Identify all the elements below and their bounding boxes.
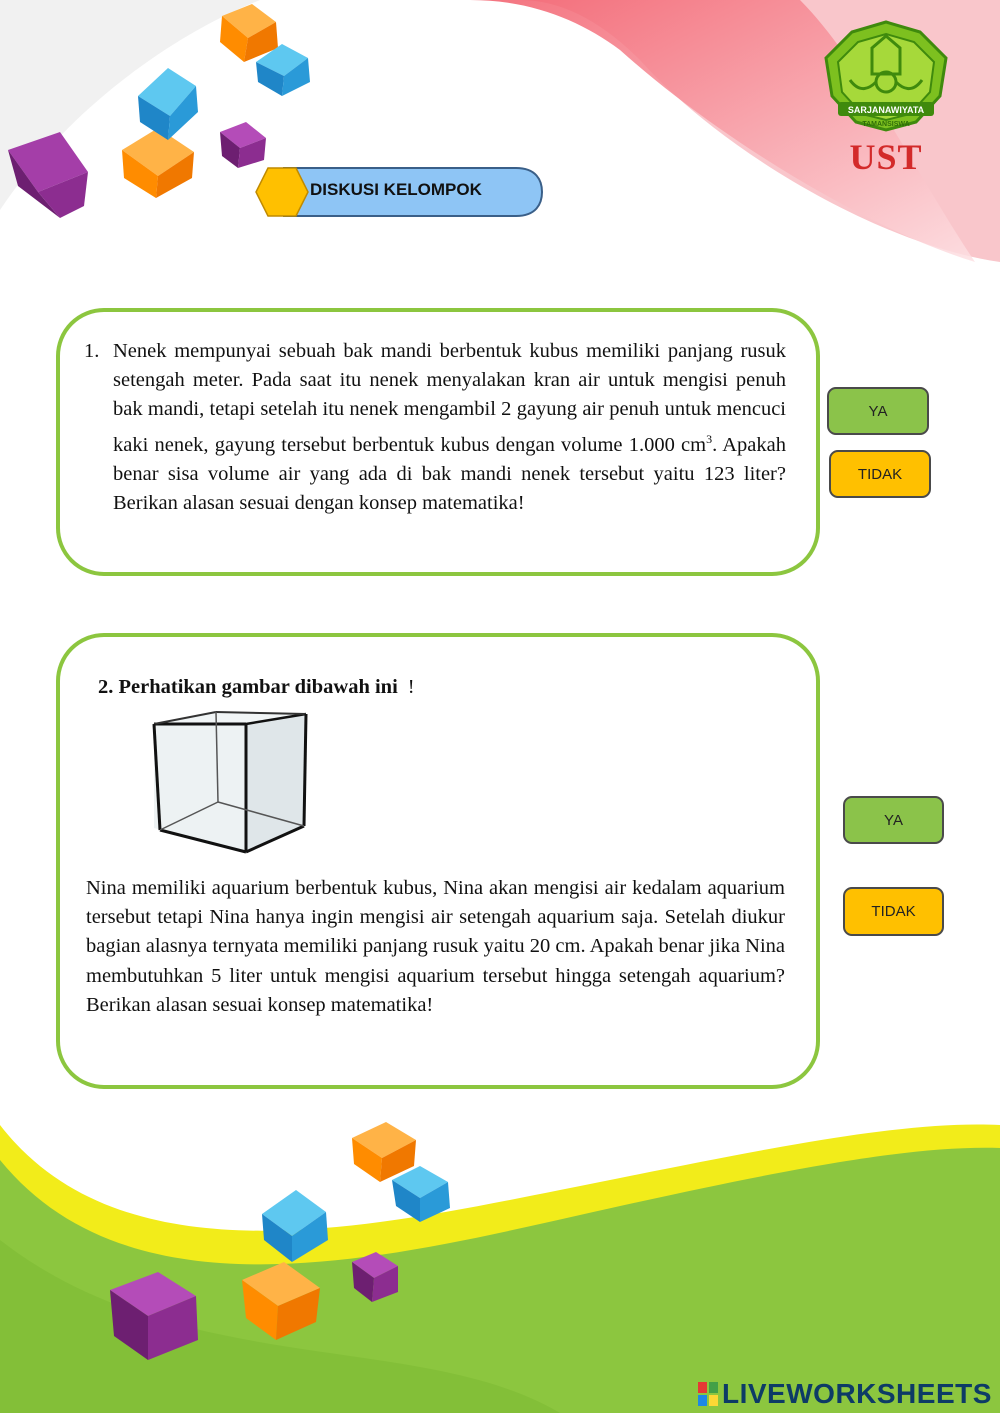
liveworksheets-logo-icon: [697, 1381, 719, 1407]
question-1-number: 1.: [84, 340, 100, 362]
question-2-title: [98, 676, 415, 699]
question-1-body: [113, 337, 786, 518]
q1-ya-button[interactable]: YA: [827, 387, 929, 435]
superscript-3: 3: [706, 431, 713, 446]
cube-orange-mid: [122, 128, 194, 198]
cube-blue-left: [138, 68, 198, 140]
cube-purple-small: [220, 122, 266, 168]
ust-emblem-icon: [820, 18, 952, 138]
question-1-text: [84, 337, 786, 518]
liveworksheets-watermark: [697, 1376, 992, 1412]
ust-logo: [820, 18, 952, 178]
q2-ya-button[interactable]: YA: [843, 796, 944, 844]
logo-ribbon-text: SARJANAWIYATA: [847, 105, 925, 115]
q2-tidak-button[interactable]: TIDAK: [843, 887, 944, 936]
logo-text: UST: [849, 137, 923, 177]
question-2-title-mark: !: [407, 676, 415, 698]
hexagon-icon: [256, 168, 308, 216]
question-1-text-end: . Apakah benar sisa volume air yang ada di bak mandi nenek tersebut yaitu 123 liter? Berikan alasan sesuai dengan konsep matematika!: [113, 433, 786, 514]
question-2-title-text: 2. Perhatikan gambar dibawah ini: [98, 676, 398, 698]
question-1-text-main: Nenek mempunyai sebuah bak mandi berbentuk kubus memiliki panjang rusuk setengah meter. Pada saat itu nenek menyalakan kran air untuk mengisi penuh bak mandi, tetapi setelah itu nenek mengambil 2 gayung air penuh untuk mencuci kaki nenek, gayung tersebut berbentuk kubus dengan volume 1.000 cm: [113, 340, 786, 456]
question-2-text: Nina memiliki aquarium berbentuk kubus, Nina akan mengisi air kedalam aquarium tersebut tetapi Nina hanya ingin mengisi air setengah aquarium saja. Setelah diukur bagian alasnya ternyata memiliki panjang rusuk yaitu 20 cm. Apakah benar jika Nina membutuhkan 5 liter untuk mengisi aquarium tersebut hingga setengah aquarium? Berikan alasan sesuai konsep matematika!: [86, 877, 785, 1016]
aquarium-image: [150, 710, 312, 862]
banner-title: DISKUSI KELOMPOK: [310, 180, 482, 199]
q1-tidak-button[interactable]: TIDAK: [829, 450, 931, 498]
watermark-text: LIVEWORKSHEETS: [722, 1378, 992, 1409]
logo-ribbon-text-2: TAMANSISWA: [862, 121, 910, 128]
